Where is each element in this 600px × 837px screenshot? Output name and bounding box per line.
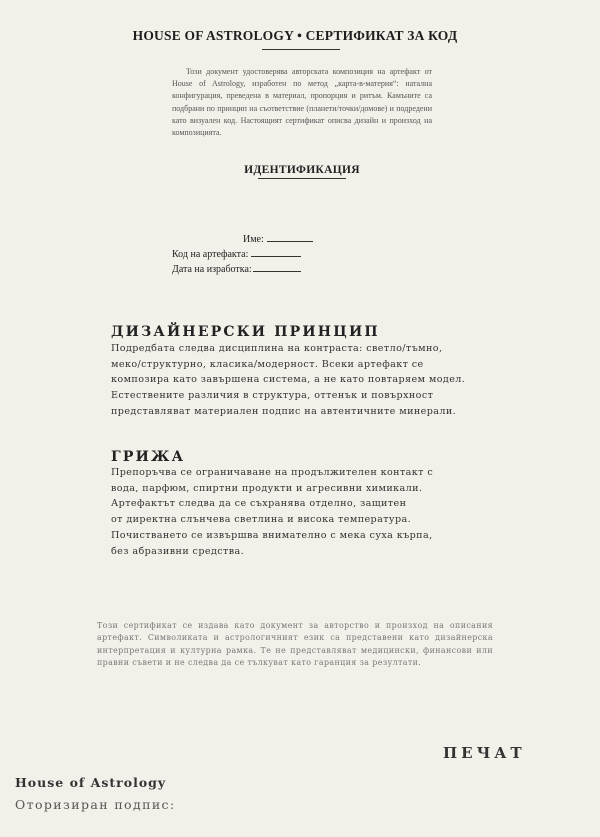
name-field: [243, 232, 313, 245]
date-label: Дата на изработка:: [172, 264, 252, 275]
artifact-code-label: Код на артефакта:: [172, 249, 249, 260]
design-principle-text: Подредбата следва дисциплина на контраста: светло/тъмно, меко/структурно, класика/модерност. Всеки артефакт се композира като завършена система, а не като повтаряем модел. Естествените различия в структура, оттенък и повърхност представляват материален подпис на автентичните минерали.: [111, 343, 466, 417]
identification-underline: [258, 178, 346, 179]
artifact-code-field: [172, 247, 301, 260]
brand-name: House of Astrology: [15, 775, 167, 790]
date-blank-line: [253, 262, 301, 272]
design-principle-heading: ДИЗАЙНЕРСКИ ПРИНЦИП: [111, 324, 380, 340]
artifact-code-blank-line: [251, 247, 301, 257]
care-heading: ГРИЖА: [111, 449, 186, 465]
signature-label: Оторизиран подпис:: [15, 797, 176, 812]
care-text: Препоръчва се ограничаване на продължителен контакт с вода, парфюм, спиртни продукти и агресивни химикали. Артефактът следва да се съхранява отделно, защитен от директна слънчева светлина и висока температура. Почистването се извършва внимателно с мека суха кърпа, без абразивни средства.: [111, 467, 434, 557]
date-field: [172, 262, 301, 275]
name-blank-line: [267, 232, 313, 242]
name-label: Име:: [243, 234, 264, 245]
intro-paragraph: Този документ удостоверява авторската композиция на артефакт от House of Astrology, изработен по метод „карта-в-материя“: натална конфигурация, преведена в материал, пропорция и ритъм. Камъните са подбрани по принцип на съответствие (планети/точки/домове) и подредени като визуален код. Настоящият сертификат описва дизайн и произход на композицията.: [172, 67, 432, 138]
certificate-title: HOUSE OF ASTROLOGY • СЕРТИФИКАТ ЗА КОД: [132, 28, 458, 43]
identification-heading: ИДЕНТИФИКАЦИЯ: [244, 164, 360, 176]
title-underline: [262, 49, 340, 50]
stamp-label: ПЕЧАТ: [443, 744, 526, 762]
disclaimer-paragraph: Този сертификат се издава като документ за авторство и произход на описания артефакт. Символиката и астрологичният език са представени като дизайнерска интерпретация и културна рамка. Те не представляват медицински, финансови или правни съвети и не следва да се тълкуват като гаранция за резултати.: [97, 621, 493, 668]
